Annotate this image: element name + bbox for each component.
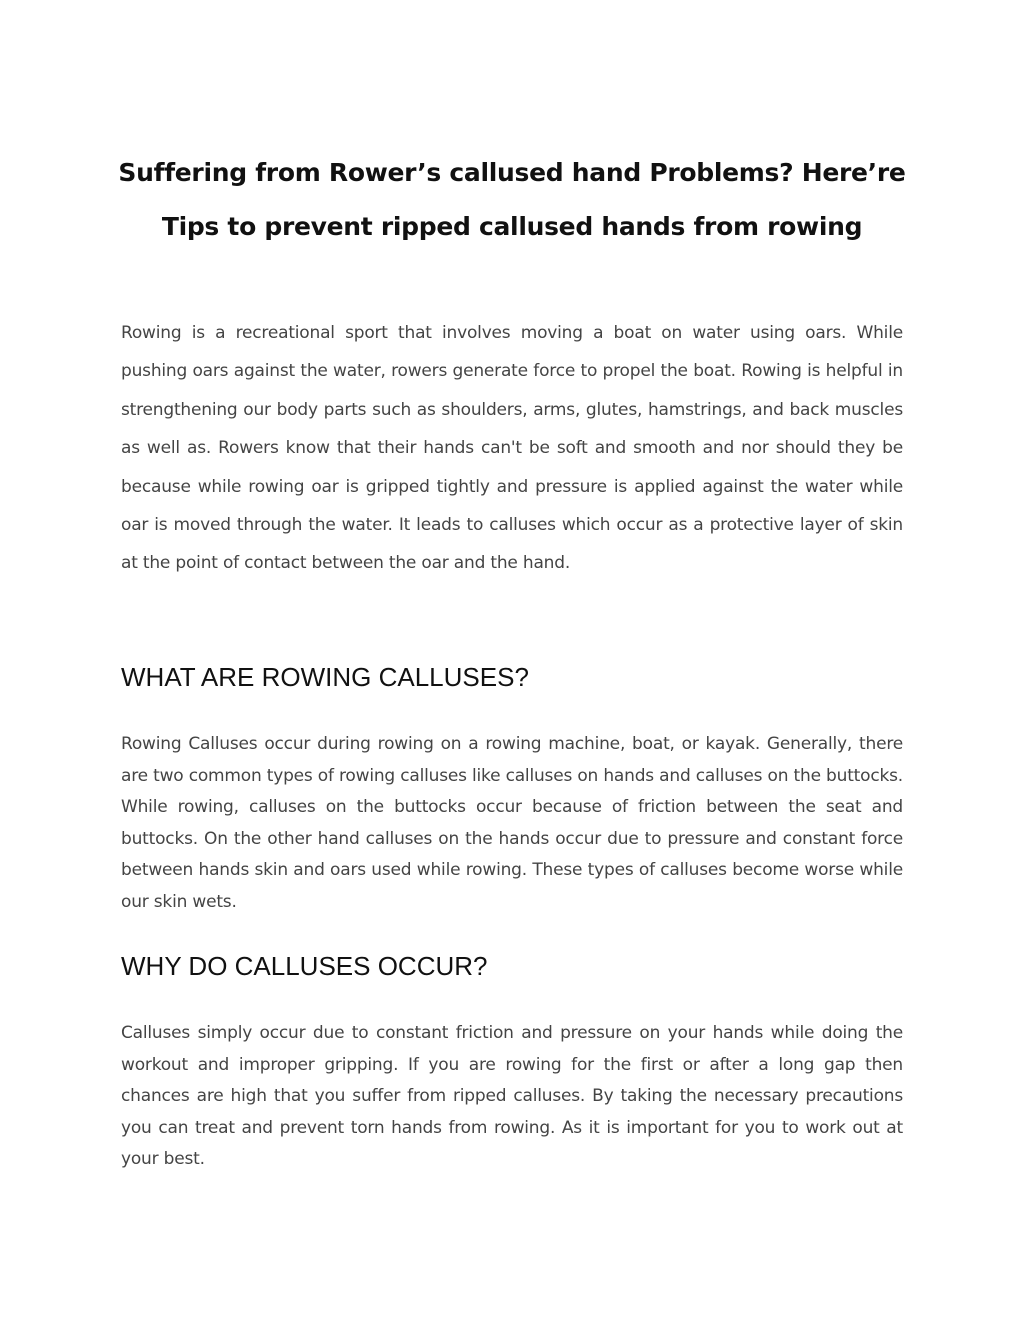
- page-title: [110, 146, 914, 254]
- section-heading-why-do-calluses-occur: WHY DO CALLUSES OCCUR?: [121, 951, 488, 981]
- page-title-line-2: Tips to prevent ripped callused hands from rowing: [161, 212, 863, 241]
- page-title-line-1: Suffering from Rower’s callused hand Problems? Here’re: [118, 158, 906, 187]
- section-heading-what-are-rowing-calluses: WHAT ARE ROWING CALLUSES?: [121, 662, 529, 692]
- section-body-why-do-calluses-occur: Calluses simply occur due to constant friction and pressure on your hands while doing the workout and improper gripping. If you are rowing for the first or after a long gap then chances are high that you suffer from ripped calluses. By taking the necessary precautions you can treat and prevent torn hands from rowing. As it is important for you to work out at your best.: [121, 1023, 903, 1170]
- intro-paragraph: Rowing is a recreational sport that involves moving a boat on water using oars. While pushing oars against the water, rowers generate force to propel the boat. Rowing is helpful in strengthening our body parts such as shoulders, arms, glutes, hamstrings, and back muscles as well as. Rowers know that their hands can't be soft and smooth and nor should they be because while rowing oar is gripped tightly and pressure is applied against the water while oar is moved through the water. It leads to calluses which occur as a protective layer of skin at the point of contact between the oar and the hand.: [121, 323, 903, 574]
- section-body-what-are-rowing-calluses: Rowing Calluses occur during rowing on a rowing machine, boat, or kayak. Generally, there are two common types of rowing calluses like calluses on hands and calluses on the buttocks. While rowing, calluses on the buttocks occur because of friction between the seat and buttocks. On the other hand calluses on the hands occur due to pressure and constant force between hands skin and oars used while rowing. These types of calluses become worse while our skin wets.: [121, 734, 903, 912]
